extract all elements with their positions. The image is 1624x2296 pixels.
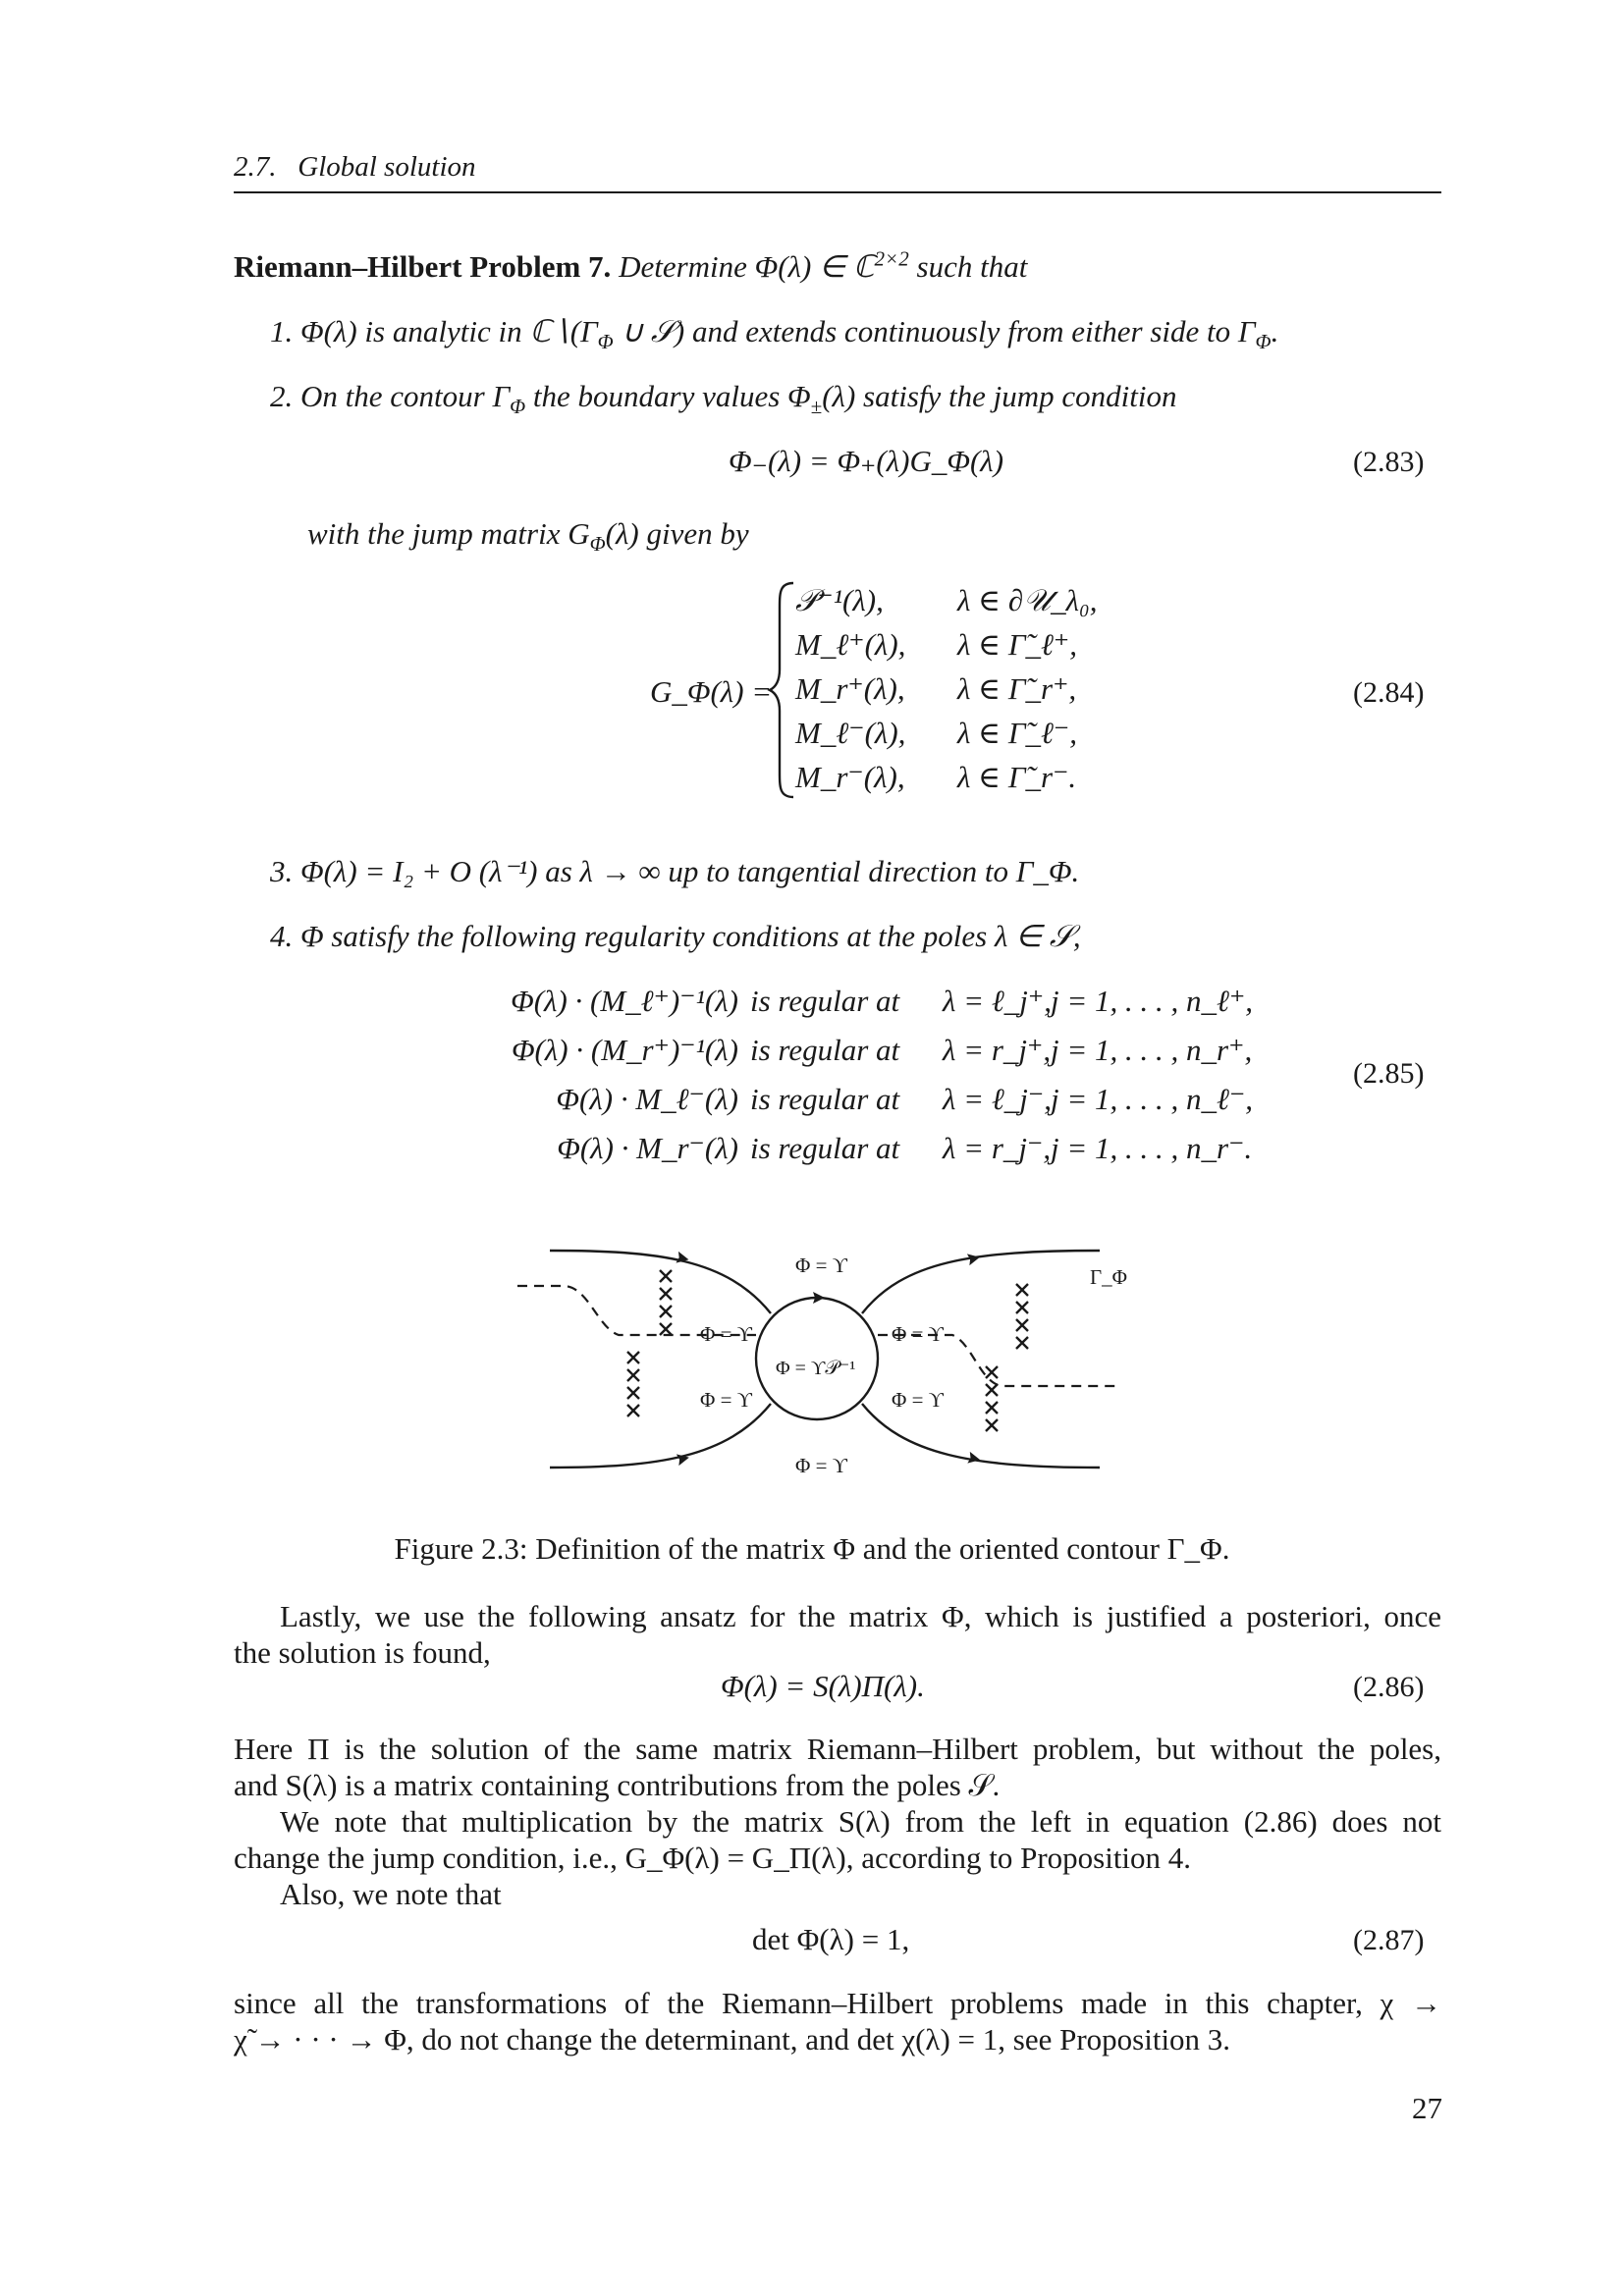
case-row: λ ∈ Γ̃_r⁺, xyxy=(957,671,1077,706)
crosses-left-upper xyxy=(660,1270,672,1335)
contour-branch-lower-left xyxy=(550,1404,771,1468)
rhp-item-1: 1. Φ(λ) is analytic in $ℂ∖(\Gamma_\Phi$ ∪ 𝒮) and extends continuously from either side to $\Gamma_\Phi$. xyxy=(270,314,1279,354)
reg-range: j = 1, . . . , n_ℓ⁻, xyxy=(1051,1082,1254,1116)
crosses-left-lower xyxy=(627,1352,639,1416)
cases-brace xyxy=(766,579,799,801)
case-row: M_r⁻(λ), xyxy=(795,760,905,794)
figure-caption: Figure 2.3: Definition of the matrix Φ and the oriented contour Γ_Φ. xyxy=(394,1531,1230,1566)
reg-range: j = 1, . . . , n_r⁻. xyxy=(1051,1131,1253,1165)
equation-2-84-lhs: G_Φ(λ) = xyxy=(650,674,773,709)
reg-lhs: Φ(λ) · (M_ℓ⁺)⁻¹(λ) xyxy=(511,984,738,1018)
reg-point: λ = ℓ_j⁻, xyxy=(943,1082,1052,1116)
rhp-intro: Determine Φ(λ) ∈ ℂ$^{2\times 2}$ such that xyxy=(619,246,1028,284)
contour-branch-lower-right xyxy=(862,1404,1100,1468)
reg-mid: is regular at xyxy=(750,1033,900,1067)
paragraph-multiplication: We note that multiplication by the matrix S(λ) from the left in equation (2.86) does not xyxy=(280,1804,1441,1839)
paragraph-pi-solution: Here Π is the solution of the same matrix Riemann–Hilbert problem, but without the poles, xyxy=(234,1732,1441,1766)
region-label-lower-right: Φ = ϒ xyxy=(892,1388,944,1412)
paragraph-determinant: since all the transformations of the Riemann–Hilbert problems made in this chapter, χ → xyxy=(234,1986,1441,2020)
crosses-right-upper xyxy=(1016,1284,1028,1349)
region-label-top: Φ = ϒ xyxy=(795,1254,847,1277)
equation-number-2-83: (2.83) xyxy=(1353,446,1425,478)
case-row: λ ∈ Γ̃_ℓ⁺, xyxy=(957,627,1078,662)
case-row: M_r⁺(λ), xyxy=(795,671,905,706)
paragraph-pi-solution-cont: and S(λ) is a matrix containing contributions from the poles 𝒮. xyxy=(234,1768,1001,1802)
crosses-right-lower xyxy=(986,1366,998,1431)
rhp-item-4: 4. Φ satisfy the following regularity conditions at the poles λ ∈ 𝒮, xyxy=(270,919,1081,953)
header-rule xyxy=(234,191,1441,193)
page-number: 27 xyxy=(1412,2091,1442,2125)
region-label-upper-left: Φ = ϒ xyxy=(700,1322,752,1346)
region-label-upper-right: Φ = ϒ xyxy=(892,1322,944,1346)
reg-lhs: Φ(λ) · M_r⁻(λ) xyxy=(557,1131,738,1165)
jump-matrix-intro: with the jump matrix $G_\Phi(\lambda)$ given by xyxy=(307,516,749,557)
equation-2-83: Φ₋(λ) = Φ₊(λ)G_Φ(λ) xyxy=(729,444,1004,478)
case-row: M_ℓ⁻(λ), xyxy=(795,716,906,750)
case-row: λ ∈ Γ̃_ℓ⁻, xyxy=(957,716,1078,750)
reg-range: j = 1, . . . , n_ℓ⁺, xyxy=(1051,984,1254,1018)
paragraph-ansatz: Lastly, we use the following ansatz for the matrix Φ, which is justified a posteriori, once xyxy=(280,1599,1441,1633)
case-row: λ ∈ ∂𝒰_λ₀, xyxy=(957,583,1098,617)
contour-branch-upper-right xyxy=(862,1251,1100,1313)
rhp-statement xyxy=(234,246,1028,285)
pole-crosses xyxy=(627,1270,1028,1431)
reg-point: λ = r_j⁻, xyxy=(943,1131,1052,1165)
contour-label-gamma: Γ_Φ xyxy=(1090,1265,1127,1289)
equation-number-2-85: (2.85) xyxy=(1353,1057,1425,1090)
region-label-bottom: Φ = ϒ xyxy=(795,1454,847,1477)
rhp-item-3: 3. Φ(λ) = I₂ + O (λ⁻¹) as λ → ∞ up to tangential direction to Γ_Φ. xyxy=(270,854,1080,888)
reg-point: λ = ℓ_j⁺, xyxy=(943,984,1052,1018)
reg-mid: is regular at xyxy=(750,984,900,1018)
rhp-item-2: 2. On the contour $\Gamma_\Phi$ the boundary values $\Phi_\pm(\lambda)$ satisfy the jump condition xyxy=(270,379,1177,419)
case-row: λ ∈ Γ̃_r⁻. xyxy=(957,760,1077,794)
running-header: 2.7. Global solution xyxy=(234,151,476,183)
paragraph-determinant-cont: χ̃ → · · · → Φ, do not change the determinant, and det χ(λ) = 1, see Proposition 3. xyxy=(234,2022,1231,2056)
reg-lhs: Φ(λ) · M_ℓ⁻(λ) xyxy=(556,1082,738,1116)
paragraph-multiplication-cont: change the jump condition, i.e., G_Φ(λ) = G_Π(λ), according to Proposition 4. xyxy=(234,1841,1192,1875)
reg-range: j = 1, . . . , n_r⁺, xyxy=(1051,1033,1253,1067)
case-row: 𝒫⁻¹(λ), xyxy=(795,583,884,617)
equation-2-86: Φ(λ) = S(λ)Π(λ). xyxy=(721,1669,925,1703)
contour-figure xyxy=(511,1237,1139,1492)
equation-2-87: det Φ(λ) = 1, xyxy=(752,1922,910,1956)
equation-number-2-86: (2.86) xyxy=(1353,1671,1425,1703)
paragraph-also: Also, we note that xyxy=(280,1877,502,1911)
rhp-title: Riemann–Hilbert Problem 7. xyxy=(234,249,612,284)
reg-lhs: Φ(λ) · (M_r⁺)⁻¹(λ) xyxy=(511,1033,738,1067)
reg-mid: is regular at xyxy=(750,1131,900,1165)
region-label-lower-left: Φ = ϒ xyxy=(700,1388,752,1412)
case-row: M_ℓ⁺(λ), xyxy=(795,627,906,662)
paragraph-ansatz-cont: the solution is found, xyxy=(234,1635,491,1670)
reg-point: λ = r_j⁺, xyxy=(943,1033,1052,1067)
reg-mid: is regular at xyxy=(750,1082,900,1116)
equation-number-2-84: (2.84) xyxy=(1353,676,1425,709)
equation-number-2-87: (2.87) xyxy=(1353,1924,1425,1956)
region-label-center: Φ = ϒ𝒫⁻¹ xyxy=(776,1358,856,1379)
